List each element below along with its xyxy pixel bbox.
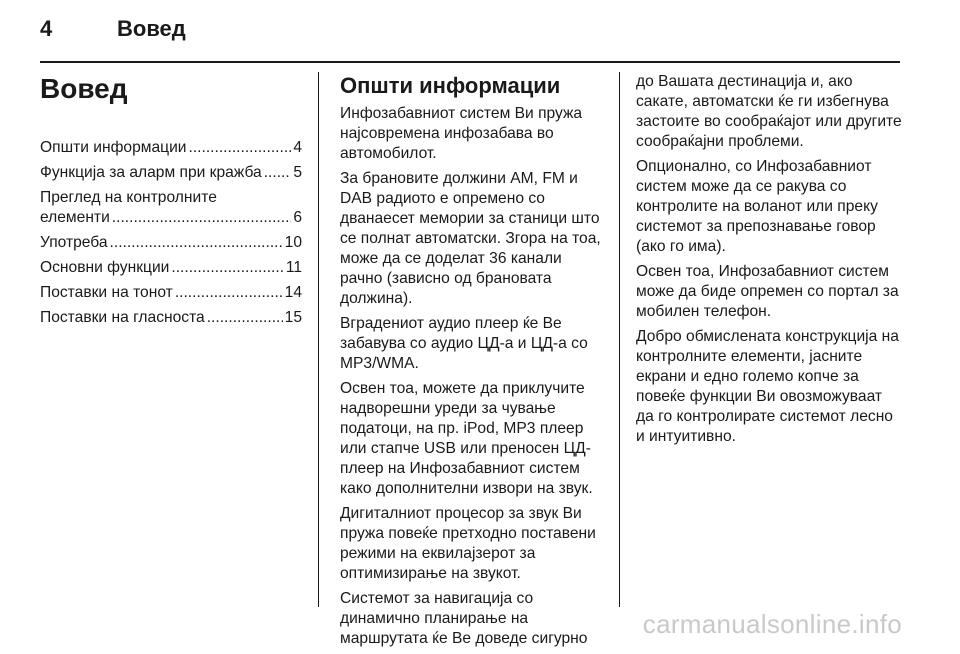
toc-leader [175, 283, 283, 303]
toc-item-label: Општи информации [40, 139, 187, 156]
toc-item[interactable] [40, 138, 302, 158]
toc-item[interactable] [40, 233, 302, 253]
paragraph: Вградениот аудио плеер ќе Ве забавува со аудио ЦД-а и ЦД-а со MP3/WMA. [340, 315, 588, 372]
toc-item-label-line1: Преглед на контролните [40, 189, 217, 206]
toc-leader [171, 258, 283, 278]
paragraph: Освен тоа, можете да приклучите надворешни уреди за чување податоци, на пр. iPod, MP3 плеер или стапче USB или преносен ЦД-плеер на Инфозабавниот систем како дополнителни извори на звук. [340, 380, 593, 497]
chapter-title: Вовед [117, 16, 186, 41]
toc-leader [189, 138, 292, 158]
toc-item[interactable] [40, 308, 302, 328]
toc-item-label: Употреба [40, 234, 108, 251]
header-rule [40, 61, 900, 63]
toc-item-label: Функција за аларм при кражба [40, 164, 262, 181]
watermark: carmanualsonline.info [642, 609, 902, 639]
toc-item-page: 6 [293, 209, 302, 226]
toc-leader [207, 308, 283, 328]
paragraph: Инфозабавниот систем Ви пружа најсовремена инфозабава во автомобилот. [340, 105, 583, 162]
toc-item[interactable] [40, 163, 302, 183]
toc-item-page: 14 [284, 284, 302, 301]
column-divider [318, 72, 319, 607]
toc-item-page: 4 [293, 139, 302, 156]
toc-leader [110, 233, 283, 253]
toc-item-label: Поставки на гласноста [40, 309, 205, 326]
paragraph: Опционално, со Инфозабавниот систем може да се ракува со контролите на воланот или преку системот за препознавање говор (ако го има). [636, 158, 878, 255]
toc-item-page: 5 [293, 164, 302, 181]
toc-column [40, 72, 302, 333]
body-column-1 [340, 72, 606, 654]
paragraph: Системот за навигација со динамично планирање на маршрутата ќе Ве доведе сигурно [340, 590, 588, 647]
toc-item[interactable] [40, 283, 302, 303]
toc-title: Вовед [40, 73, 128, 104]
toc-item[interactable] [40, 258, 302, 278]
page-number: 4 [40, 16, 53, 41]
toc-item-label: Поставки на тонот [40, 284, 173, 301]
section-heading: Општи информации [340, 73, 561, 98]
toc-item[interactable] [40, 188, 302, 228]
toc-item-label: елементи [40, 209, 110, 226]
paragraph: За брановите должини AM, FM и DAB радиото е опремено со дванаесет мемории за станици што се полнат автоматски. Згора на тоа, може да се доделат 36 канали рачно (зависно од брановата должина). [340, 170, 601, 307]
paragraph: Добро обмислената конструкција на контролните елементи, јасните екрани и едно големо копче за повеќе функции Ви овозможуваат да го контролирате системот лесно и интуитивно. [636, 328, 899, 445]
paragraph: Дигиталниот процесор за звук Ви пружа повеќе претходно поставени режими на еквилајзерот за оптимизирање на звукот. [340, 505, 596, 582]
toc-item-page: 10 [284, 234, 302, 251]
toc-leader [264, 163, 292, 183]
paragraph: Освен тоа, Инфозабавниот систем може да биде опремен со портал за мобилен телефон. [636, 263, 899, 320]
column-divider [619, 72, 620, 607]
paragraph: до Вашата дестинација и, ако сакате, автоматски ќе ги избегнува застоите во сообраќајот или другите сообраќајни проблеми. [636, 73, 902, 150]
toc-leader [112, 208, 292, 228]
toc-item-label: Основни функции [40, 259, 170, 276]
toc-item-page: 11 [285, 259, 302, 276]
body-column-2 [636, 72, 902, 452]
toc-item-page: 15 [284, 309, 302, 326]
